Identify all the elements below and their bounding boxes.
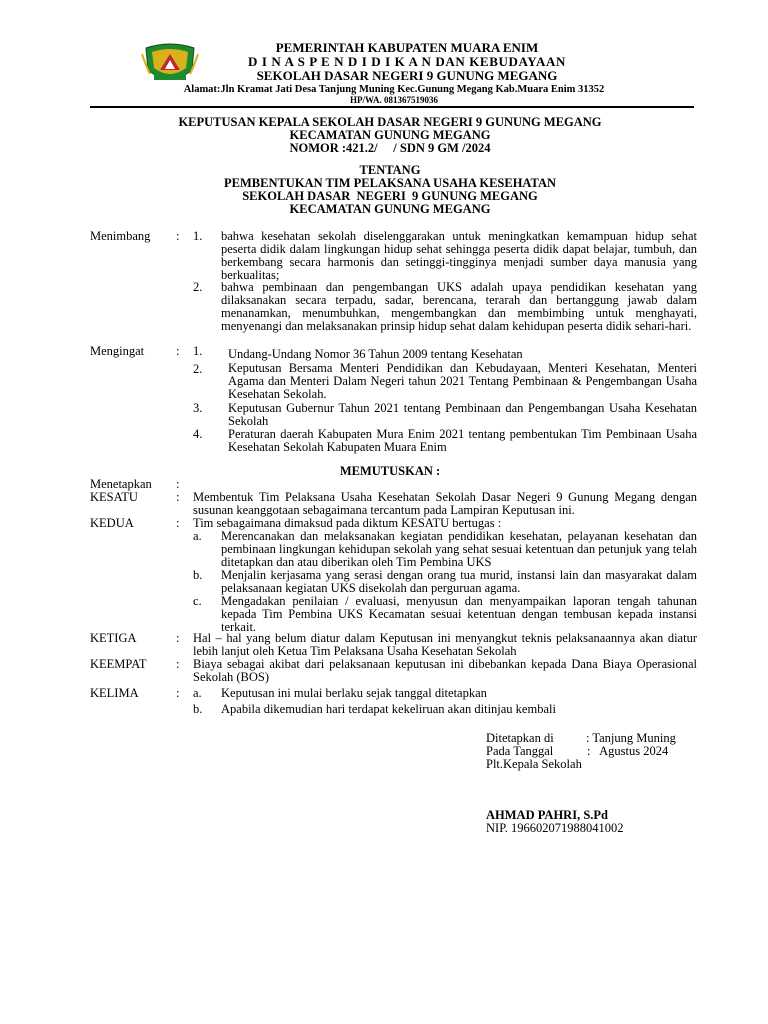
header-government: PEMERINTAH KABUPATEN MUARA ENIM xyxy=(275,40,539,55)
mengingat-num-2: 2. xyxy=(193,362,203,376)
memutuskan-heading: MEMUTUSKAN : xyxy=(339,464,441,478)
decree-number: NOMOR :421.2/ / SDN 9 GM /2024 xyxy=(289,141,491,155)
kelima-text-a: Keputusan ini mulai berlaku sejak tanggal ditetapkan xyxy=(221,686,487,700)
kelima-num-a: a. xyxy=(193,686,202,700)
signatory-nip: NIP. 196602071988041002 xyxy=(486,821,624,835)
keempat-label: KEEMPAT xyxy=(90,657,147,671)
mengingat-num-1: 1. xyxy=(193,344,203,358)
header-phone: HP/WA. 081367519036 xyxy=(349,95,438,105)
keempat-colon: : xyxy=(176,657,180,671)
ketiga-label: KETIGA xyxy=(90,631,137,645)
menimbang-num-2: 2. xyxy=(193,280,203,294)
header-agency: D I N A S P E N D I D I K A N DAN KEBUDAYAAN xyxy=(248,54,566,69)
signature-date-value: : Agustus 2024 xyxy=(587,744,669,758)
mengingat-text-4: Peraturan daerah Kabupaten Mura Enim 2021 tentang pembentukan Tim Pembinaan Usaha Kesehatan Sekolah Kabupaten Muara Enim xyxy=(228,427,697,454)
kedua-num-c: c. xyxy=(193,594,202,608)
signature-place-value: : Tanjung Muning xyxy=(586,731,676,745)
mengingat-colon: : xyxy=(176,344,180,358)
header-divider xyxy=(90,106,694,108)
signature-position: Plt.Kepala Sekolah xyxy=(486,757,582,771)
kesatu-text: Membentuk Tim Pelaksana Usaha Kesehatan Sekolah Dasar Negeri 9 Gunung Megang dengan susunan keanggotaan sebagaimana tercantum pada Lampiran Keputusan ini. xyxy=(193,490,697,517)
kelima-colon: : xyxy=(176,686,180,700)
mengingat-text-3: Keputusan Gubernur Tahun 2021 tentang Pembinaan dan Pengembangan Usaha Kesehatan Sekolah xyxy=(228,401,697,428)
mengingat-label: Mengingat xyxy=(90,344,145,358)
kedua-text-a: Merencanakan dan melaksanakan kegiatan pendidikan kesehatan, pelayanan kesehatan dan pembinaan lingkungan kehidupan sekolah yang sehat sesuai ketentuan dan petunjuk yang telah ditetapkan dan atau diberikan oleh Tim Pembina UKS xyxy=(221,529,697,569)
decree-subdistrict: KECAMATAN GUNUNG MEGANG xyxy=(289,128,491,142)
subject-line-1: PEMBENTUKAN TIM PELAKSANA USAHA KESEHATAN xyxy=(224,176,556,190)
kesatu-label: KESATU xyxy=(90,490,138,504)
tentang-heading: TENTANG xyxy=(359,163,421,177)
signature-date-label: Pada Tanggal xyxy=(486,744,554,758)
signatory-name: AHMAD PAHRI, S.Pd xyxy=(486,808,608,822)
decree-title: KEPUTUSAN KEPALA SEKOLAH DASAR NEGERI 9 GUNUNG MEGANG xyxy=(178,115,602,129)
keempat-text: Biaya sebagai akibat dari pelaksanaan keputusan ini dibebankan kepada Dana Biaya Operasional Sekolah (BOS) xyxy=(193,657,697,684)
ketiga-text: Hal – hal yang belum diatur dalam Keputusan ini menyangkut teknis pelaksanaannya akan diatur lebih lanjut oleh Ketua Tim Pelaksana Usaha Kesehatan Sekolah xyxy=(193,631,697,658)
menimbang-colon: : xyxy=(176,229,180,243)
header-school: SEKOLAH DASAR NEGERI 9 GUNUNG MEGANG xyxy=(256,68,558,83)
mengingat-text-2: Keputusan Bersama Menteri Pendidikan dan Kebudayaan, Menteri Kesehatan, Menteri Agama dan Menteri Dalam Negeri tahun 2021 Tentang Pembinaan & Pengembangan Usaha Kesehatan Sekolah. xyxy=(228,361,697,401)
mengingat-text-1: Undang-Undang Nomor 36 Tahun 2009 tentang Kesehatan xyxy=(228,347,523,361)
kedua-num-a: a. xyxy=(193,529,202,543)
kedua-text-c: Mengadakan penilaian / evaluasi, menyusun dan menyampaikan laporan tengah tahunan kepada Tim Pembina UKS Kecamatan sesuai ketentuan dengan tembusan kepada instansi terkait. xyxy=(221,594,697,634)
mengingat-num-4: 4. xyxy=(193,427,203,441)
menimbang-label: Menimbang xyxy=(90,229,151,243)
subject-line-3: KECAMATAN GUNUNG MEGANG xyxy=(289,202,491,216)
menimbang-text-2: bahwa pembinaan dan pengembangan UKS adalah upaya pendidikan kesehatan yang dilaksanakan secara terpadu, sadar, berencana, terarah dan bertanggung jawab dalam menanamkan, menumbuhkan, mengembangkan dan membimbing untuk menghayati, menyenangi dan melaksanakan prinsip hidup sehat dalam kehidupan peserta didik sehari-hari. xyxy=(221,280,697,333)
menimbang-num-1: 1. xyxy=(193,229,203,243)
kesatu-colon: : xyxy=(176,490,180,504)
header-address: Alamat:Jln Kramat Jati Desa Tanjung Muning Kec.Gunung Megang Kab.Muara Enim 31352 xyxy=(183,84,605,95)
signature-place-label: Ditetapkan di xyxy=(486,731,554,745)
subject-line-2: SEKOLAH DASAR NEGERI 9 GUNUNG MEGANG xyxy=(242,189,538,203)
kelima-label: KELIMA xyxy=(90,686,139,700)
kedua-text: Tim sebagaimana dimaksud pada diktum KESATU bertugas : xyxy=(193,516,502,530)
kelima-num-b: b. xyxy=(193,702,203,716)
kedua-colon: : xyxy=(176,516,180,530)
menimbang-text-1: bahwa kesehatan sekolah diselenggarakan untuk meningkatkan kemampuan hidup sehat peserta didik dalam lingkungan hidup sehat sehingga peserta didik dapat belajar, tumbuh, dan berkembang secara harmonis dan setinggi-tingginya menjadi sumber daya manusia yang berkualitas; xyxy=(221,229,697,282)
kedua-label: KEDUA xyxy=(90,516,134,530)
ketiga-colon: : xyxy=(176,631,180,645)
kedua-text-b: Menjalin kerjasama yang serasi dengan orang tua murid, instansi lain dan masyarakat dalam pelaksanaan kegiatan UKS disekolah dan perguruan agama. xyxy=(221,568,697,595)
mengingat-num-3: 3. xyxy=(193,401,203,415)
kelima-text-b: Apabila dikemudian hari terdapat kekeliruan akan ditinjau kembali xyxy=(221,702,556,716)
menetapkan-label: Menetapkan xyxy=(90,477,152,491)
kedua-num-b: b. xyxy=(193,568,203,582)
menetapkan-colon: : xyxy=(176,477,180,491)
